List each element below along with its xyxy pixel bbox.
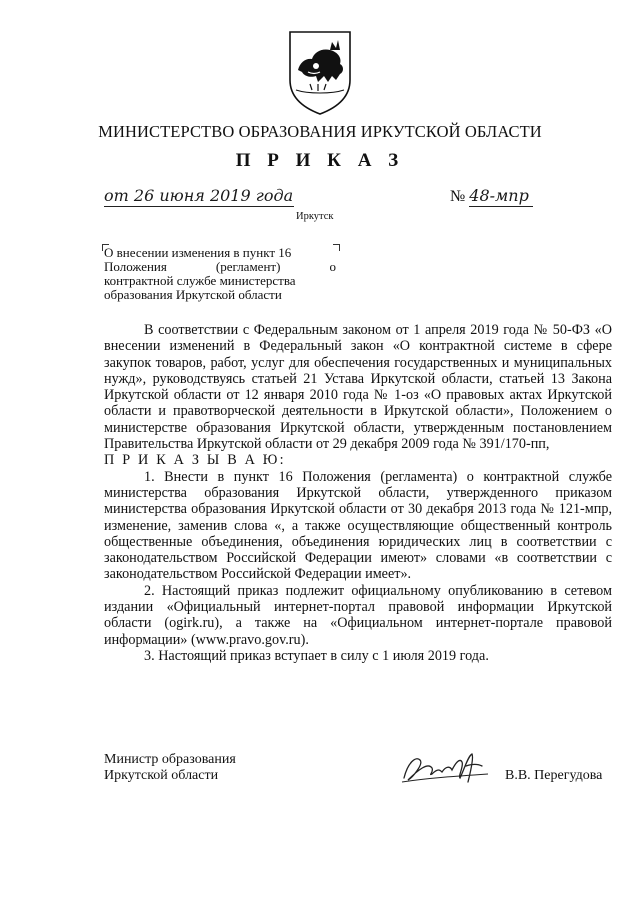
- order-number-prefix: №: [450, 188, 466, 205]
- subject-line-2-mid: (регламент): [215, 259, 281, 274]
- irkutsk-coat-of-arms-icon: [286, 28, 354, 116]
- item-2-paragraph: 2. Настоящий приказ подлежит официальному опубликованию в сетевом издании «Официальный интернет-портал правовой информации Иркутской области (ogirk.ru), а также на «Официальном интернет-портале правовой информации» (www.pravo.gov.ru).: [104, 582, 612, 648]
- signatory-position-line-1: Министр образования: [104, 752, 236, 767]
- ministry-name: МИНИСТЕРСТВО ОБРАЗОВАНИЯ ИРКУТСКОЙ ОБЛАСТИ: [98, 122, 542, 141]
- subject-line-2-left: Положения: [104, 259, 167, 274]
- handwritten-signature: [398, 748, 498, 788]
- subject-line-2: [104, 260, 336, 274]
- order-subject: [104, 246, 336, 302]
- item-3-paragraph: 3. Настоящий приказ вступает в силу с 1 июля 2019 года.: [144, 647, 489, 664]
- order-number: [450, 186, 533, 207]
- prikazyvayu-heading: П Р И К А З Ы В А Ю:: [104, 452, 286, 469]
- order-body: [104, 322, 612, 664]
- preamble-paragraph: В соответствии с Федеральным законом от 1 апреля 2019 года № 50-ФЗ «О внесении изменений в Федеральный закон «О контрактной системе в сфере закупок товаров, работ, услуг для обеспечения государственных и муниципальных нужд», руководствуясь статьей 21 Устава Иркутской области, статьей 13 Закона Иркутской области от 12 января 2010 года № 1-оз «О правовых актах Иркутской области и правотворческой деятельности в Иркутской области», Положением о министерстве образования Иркутской области, утвержденным постановлением Правительства Иркутской области от 29 декабря 2009 года № 391/170-пп,: [104, 322, 612, 453]
- subject-line-1: О внесении изменения в пункт 16: [104, 245, 292, 260]
- subject-line-3: контрактной службе министерства: [104, 273, 296, 288]
- subject-line-2-right: о: [329, 259, 336, 274]
- signatory-position: [104, 752, 236, 784]
- subject-line-4: образования Иркутской области: [104, 287, 282, 302]
- item-1-paragraph: 1. Внести в пункт 16 Положения (регламента) о контрактной службе министерства образования Иркутской области, утвержденного приказом министерства образования Иркутской области от 30 декабря 2013 года № 121-мпр, изменение, заменив слова «, а также осуществляющие общественный контроль общественные объединения, объединения юридических лиц в соответствии с законодательством Российской Федерации имеют» словами «в соответствии с законодательством Российской Федерации имеет».: [104, 468, 612, 583]
- signatory-name: В.В. Перегудова: [505, 768, 603, 783]
- document-type-title: П Р И К А З: [235, 150, 405, 171]
- subject-bracket-left: [102, 244, 109, 251]
- order-date: от 26 июня 2019 года: [104, 186, 294, 205]
- signatory-position-line-2: Иркутской области: [104, 768, 219, 783]
- city-name: Иркутск: [296, 211, 334, 222]
- subject-bracket-right: [333, 244, 340, 251]
- order-number-value: 48-мпр: [469, 186, 533, 207]
